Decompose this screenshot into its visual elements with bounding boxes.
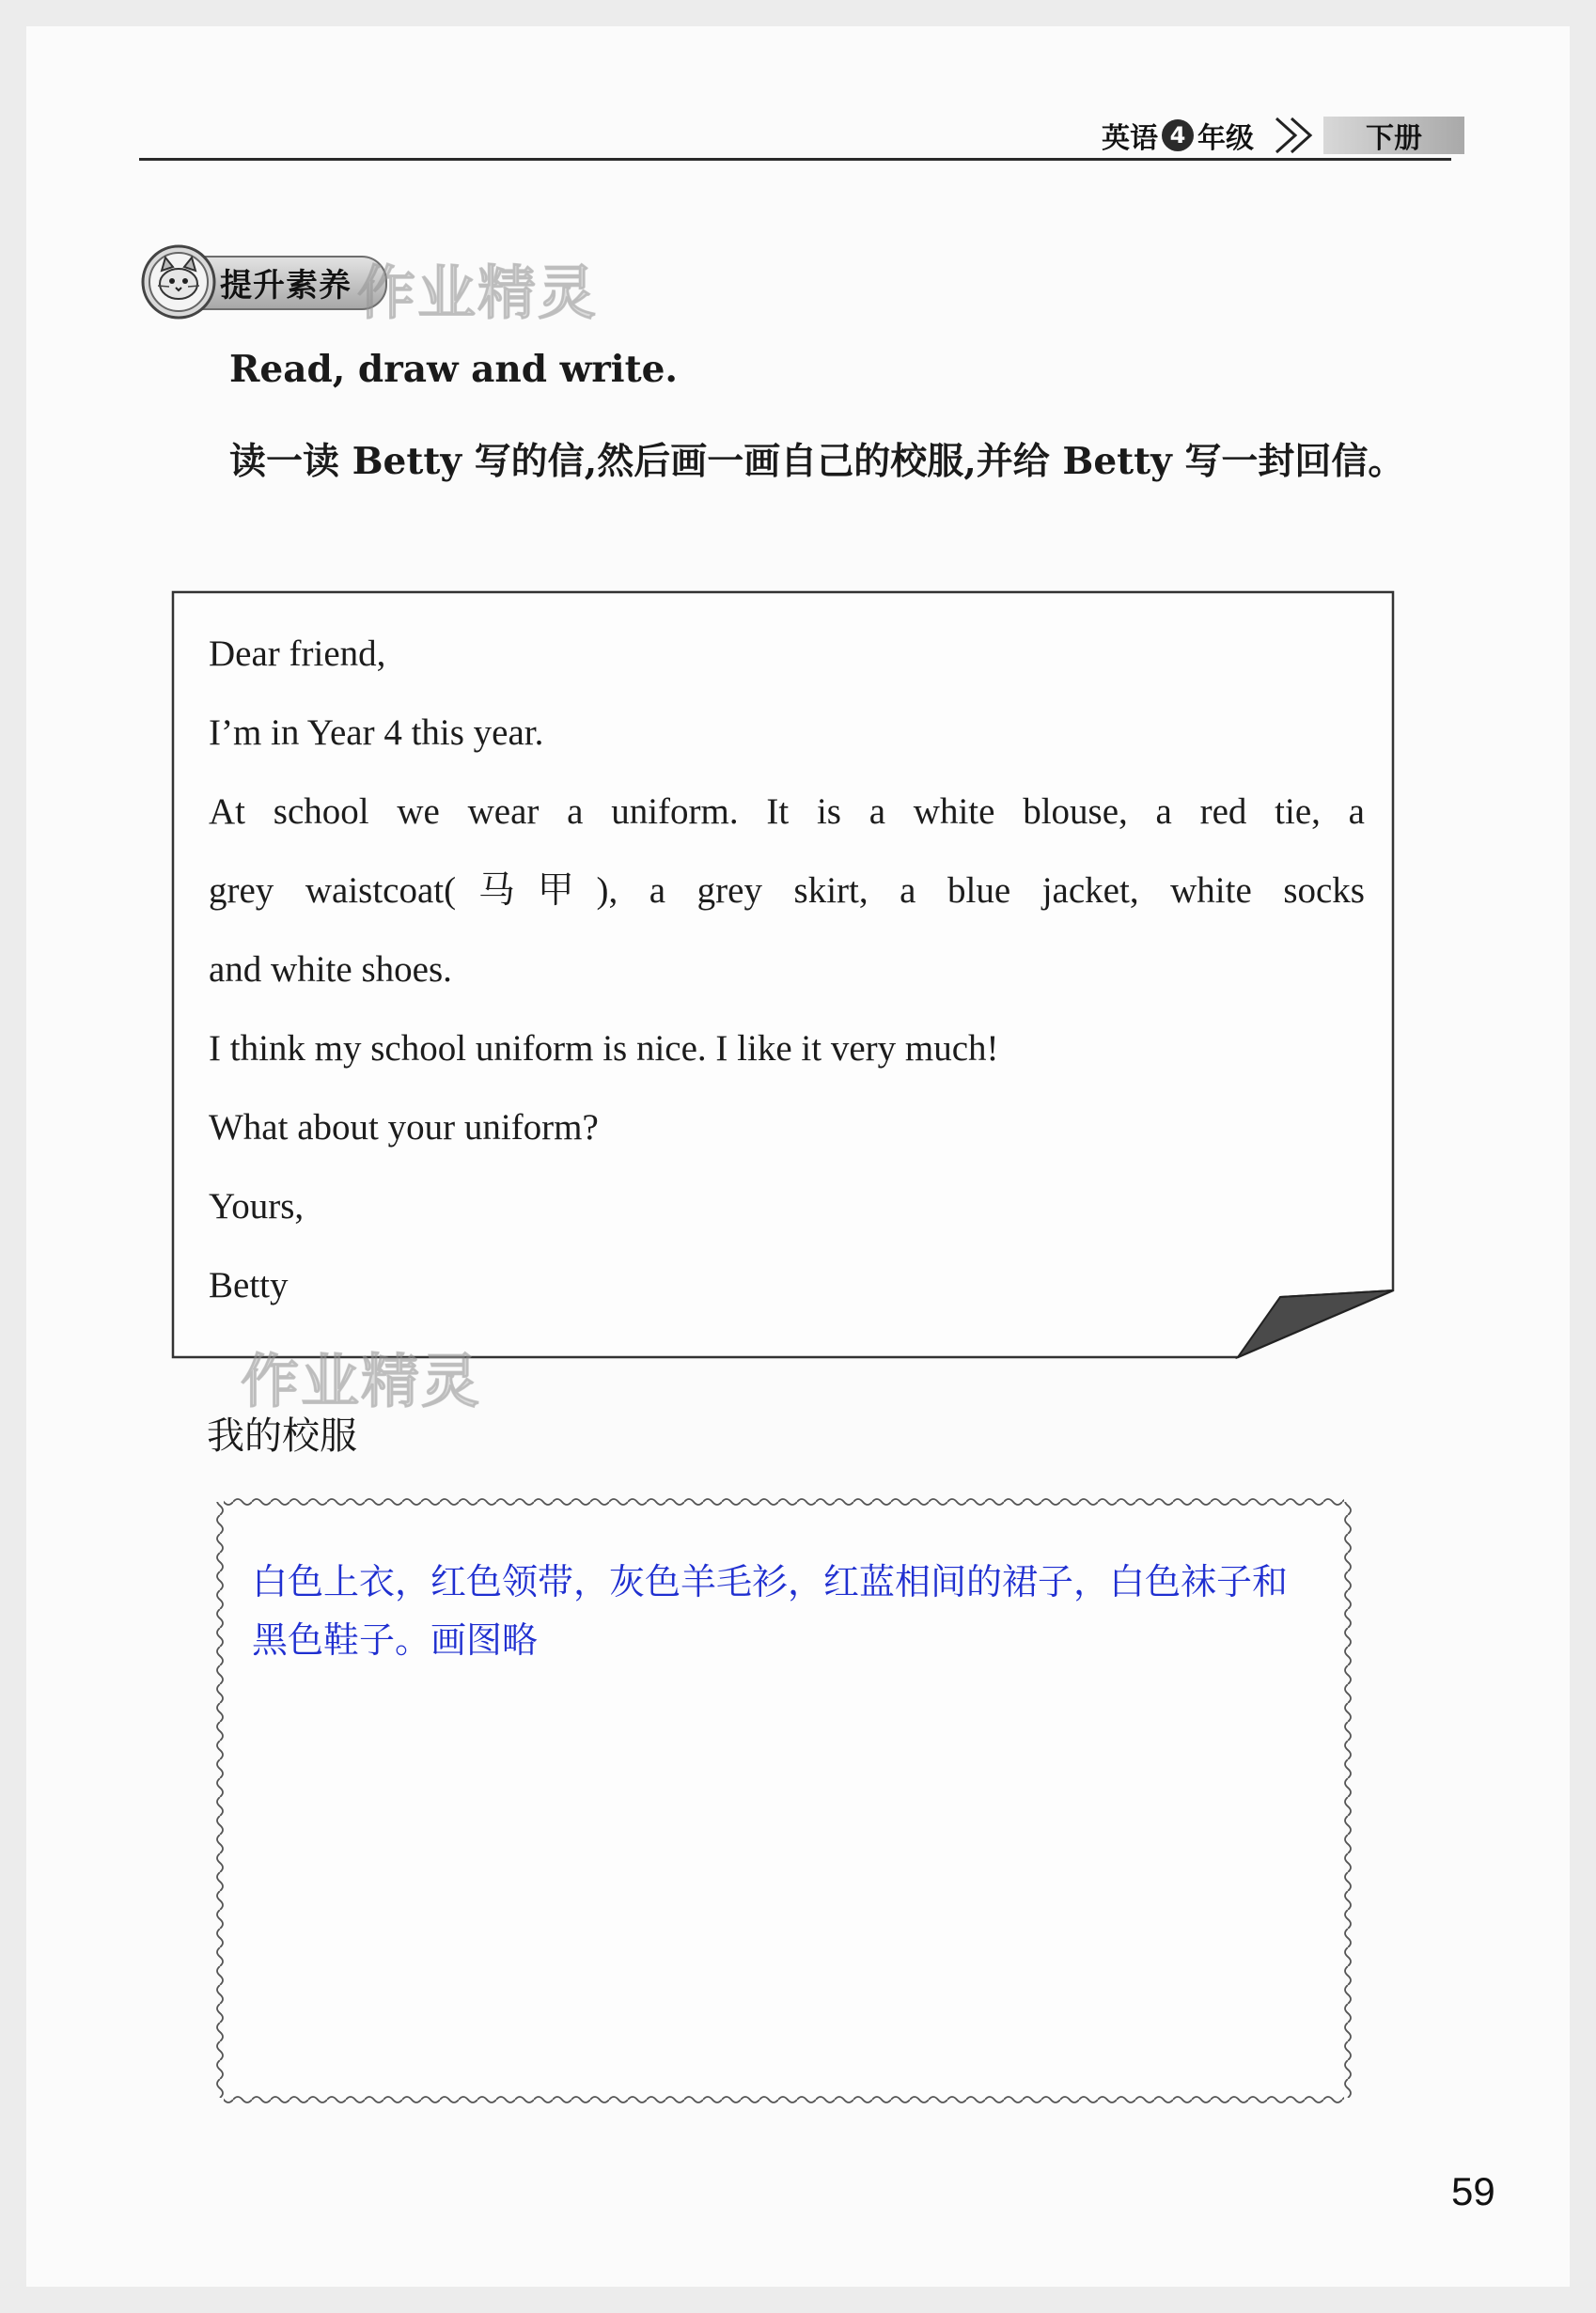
letter-line: Yours,: [209, 1186, 305, 1227]
watermark: 作业精灵: [241, 1347, 482, 1415]
letter-line: grey waistcoat(马甲), a grey skirt, a blue jacket, white socks: [209, 870, 1365, 911]
instruction-chinese: 读一读 Betty 写的信,然后画一画自己的校服,并给 Betty 写一封回信。: [229, 440, 1405, 483]
letter-line: I think my school uniform is nice. I like it very much!: [209, 1028, 999, 1069]
instruction-english: Read, draw and write.: [229, 348, 678, 391]
cat-face-icon: [139, 242, 218, 321]
header-grade: 年级: [1197, 122, 1254, 155]
answer-text: 白色上衣，红色领带，灰色羊毛衫，红蓝相间的裙子，白色袜子和黑色鞋子。画图略: [252, 1561, 1289, 1661]
volume-tab: [1323, 117, 1464, 154]
grade-badge: 4: [1162, 119, 1194, 151]
section-title: 提升素养: [220, 267, 352, 305]
letter-line: What about your uniform?: [209, 1107, 599, 1148]
letter-line: and white shoes.: [209, 949, 452, 990]
header-subject: 英语: [1102, 122, 1158, 155]
letter-line: Betty: [209, 1265, 289, 1305]
section-badge: [139, 242, 412, 318]
page-number: 59: [1451, 2169, 1495, 2213]
letter-text: [209, 615, 1365, 1325]
letter-card: [171, 590, 1395, 1359]
letter-line: Dear friend,: [209, 633, 386, 674]
letter-line: I’m in Year 4 this year.: [209, 712, 544, 753]
page-header: [1102, 113, 1464, 158]
header-rule: [139, 158, 1451, 161]
letter-line: At school we wear a uniform. It is a white blouse, a red tie, a: [209, 791, 1365, 832]
header-volume: 下册: [1366, 122, 1422, 155]
double-chevron-icon: [1271, 113, 1323, 158]
watermark: 作业精灵: [357, 258, 599, 327]
uniform-label: 我的校服: [207, 1414, 357, 1458]
